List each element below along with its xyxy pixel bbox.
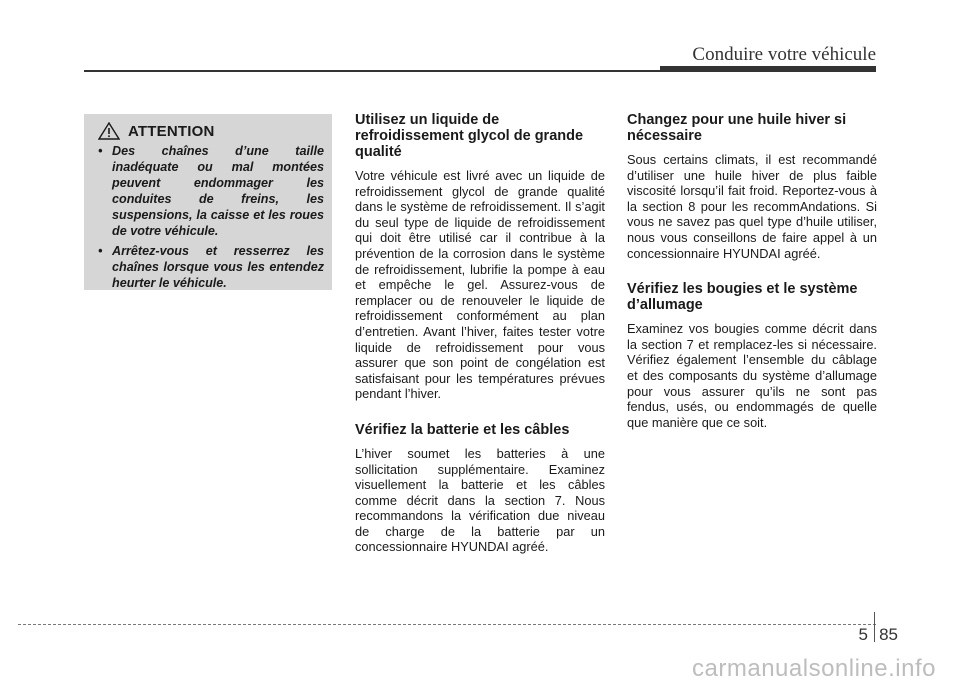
header-rule-accent — [660, 66, 876, 72]
section-heading-battery: Vérifiez la batterie et les câbles — [355, 421, 570, 438]
chapter-number: 5 — [858, 625, 868, 644]
section-body-oil: Sous certains climats, il est recommandé d’utiliser une huile hiver de plus faible viscosité lorsqu’il fait froid. Reportez-vous à la section 8 pour les recommAndations. Si vous ne savez pas quel type d’huile utiliser, nous vous conseillons de faire appel à un concessionnaire HYUNDAI agréé. — [627, 152, 877, 261]
section-heading-coolant: Utilisez un liquide de refroidissement glycol de grande qualité — [355, 112, 584, 160]
footer-separator — [874, 612, 875, 642]
footer-rule — [18, 624, 876, 625]
watermark: carmanualsonline.info — [692, 655, 936, 682]
header-title: Conduire votre véhicule — [692, 44, 876, 65]
page-number: 85 — [879, 625, 898, 644]
warning-triangle-icon — [98, 122, 120, 140]
section-body-battery: L’hiver soumet les batteries à une sollicitation supplémentaire. Examinez visuellement la batterie et les câbles comme décrit dans la section 7. Nous recommandons la vérification due niveau de charge de la batterie par un concessionnaire HYUNDAI agréé. — [355, 445, 605, 555]
caution-title: ATTENTION — [128, 122, 215, 140]
section-body-coolant: Votre véhicule est livré avec un liquide de refroidissement glycol de grande qualité dans le système de refroidissement. Il s’agit du seul type de liquide de refroidissement qui doit être utilisé car il contribue à la prévention de la corrosion dans le système de refroidissement, lubrifie la pompe à eau et empêche le gel. Assurez-vous de remplacer ou de renouveler le liquide de refroidissement conformément au plan d’entretien. Avant l’hiver, faites tester votre liquide de refroidissement pour vous assurer que son point de congélation est satisfaisant pour les températures prévues pendant l’hiver. — [355, 168, 605, 402]
middle-column — [355, 112, 605, 575]
section-heading-spark-plugs: Vérifiez les bougies et le système d’allumage — [627, 281, 858, 314]
caution-item: • Des chaînes d’une taille inadéquate ou mal montées peuvent endommager les conduites de freins, les suspensions, la caisse et les roues de votre véhicule. — [92, 143, 324, 239]
right-column — [627, 112, 877, 450]
caution-header — [98, 122, 324, 140]
caution-item: • Arrêtez-vous et resserrez les chaînes lorsque vous les entendez heurter le véhicule. — [92, 243, 324, 291]
section-heading-oil: Changez pour une huile hiver si nécessaire — [627, 112, 847, 144]
section-body-spark-plugs: Examinez vos bougies comme décrit dans la section 7 et remplacez-les si nécessaire. Vérifiez également l’ensemble du câblage et des composants du système d’allumage pour vous assurer qu’ils ne sont pas fendus, usés, ou endommagés de quelle que manière que ce soit. — [627, 321, 877, 430]
caution-box — [84, 114, 332, 290]
caution-list — [92, 143, 324, 291]
